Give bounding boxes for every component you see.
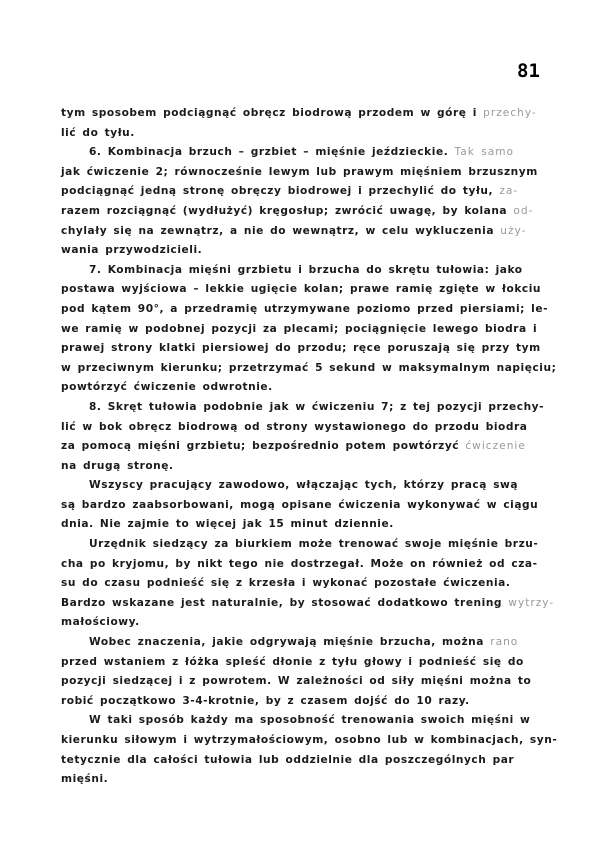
text-line-content: wania przywodzicieli. xyxy=(61,244,203,257)
text-line xyxy=(61,535,546,555)
faded-text: ćwiczenie xyxy=(465,440,526,453)
text-line xyxy=(61,692,546,712)
text-line-content: pod kątem 90°, a przedramię utrzymywane poziomo przed piersiami; le- xyxy=(61,302,549,315)
text-line xyxy=(61,731,558,751)
text-line-content: powtórzyć ćwiczenie odwrotnie. xyxy=(61,381,273,394)
text-line xyxy=(61,222,546,242)
text-line xyxy=(61,633,546,653)
text-line-content: Urzędnik siedzący za biurkiem może trenować swoje mięśnie brzu- xyxy=(89,538,539,551)
text-line xyxy=(61,711,546,731)
faded-text: wytrzy- xyxy=(508,596,555,609)
text-line-content: małościowy. xyxy=(61,616,140,629)
text-line-content: kierunku siłowym i wytrzymałościowym, osobno lub w kombinacjach, syn- xyxy=(61,734,558,746)
text-line-content: jak ćwiczenie 2; równocześnie lewym lub prawym mięśniem brzusznym xyxy=(61,165,538,178)
text-line-content: na drugą stronę. xyxy=(61,459,174,472)
text-line xyxy=(61,398,546,418)
text-line xyxy=(61,124,546,144)
text-line xyxy=(61,202,546,222)
text-line-content: 6. Kombinacja brzuch – grzbiet – mięśnie jeździeckie. xyxy=(89,146,455,159)
text-line-content: dnia. Nie zajmie to więcej jak 15 minut dziennie. xyxy=(61,518,394,531)
text-line xyxy=(61,496,546,516)
text-line-content: prawej strony klatki piersiowej do przodu; ręce poruszają się przy tym xyxy=(61,342,541,355)
text-line-content: są bardzo zaabsorbowani, mogą opisane ćwiczenia wykonywać w ciągu xyxy=(61,498,539,511)
text-line-content: za pomocą mięśni grzbietu; bezpośrednio potem powtórzyć xyxy=(61,440,466,453)
text-line-content: postawa wyjściowa – lekkie ugięcie kolan; prawe ramię zgięte w łokciu xyxy=(61,283,542,296)
text-line xyxy=(61,613,546,633)
text-line xyxy=(61,378,546,398)
text-line xyxy=(61,339,546,359)
text-line-content: 7. Kombinacja mięśni grzbietu i brzucha do skrętu tułowia: jako xyxy=(89,263,523,276)
text-line-content: w przeciwnym kierunku; przetrzymać 5 sekund w maksymalnym napięciu; xyxy=(61,361,557,374)
document-body xyxy=(61,104,558,790)
text-line xyxy=(61,104,546,124)
text-line-content: pozycji siedzącej i z powrotem. W zależności od siły mięśni można to xyxy=(61,675,532,688)
text-line xyxy=(61,320,546,340)
text-line xyxy=(61,163,546,183)
faded-text: za- xyxy=(499,185,519,198)
text-line xyxy=(61,555,546,575)
faded-text: przechy- xyxy=(483,107,537,119)
text-line-content: lić w bok obręcz biodrową od strony wystawionego do przodu biodra xyxy=(61,420,528,433)
text-line-content: chylały się na zewnątrz, a nie do wewnątrz, w celu wykluczenia xyxy=(61,224,501,237)
text-line-content: Wobec znaczenia, jakie odgrywają mięśnie brzucha, można xyxy=(89,636,491,649)
text-line-content: Bardzo wskazane jest naturalnie, by stosować dodatkowo trening xyxy=(61,596,509,609)
text-line xyxy=(61,672,546,692)
text-line-content: tetycznie dla całości tułowia lub oddzielnie dla poszczególnych par xyxy=(61,753,515,766)
text-line-content: cha po kryjomu, by nikt tego nie dostrzegał. Może on również od cza- xyxy=(61,557,538,570)
text-line xyxy=(61,261,546,281)
text-line-content: podciągnąć jedną stronę obręczy biodrowej i przechylić do tyłu, xyxy=(61,185,500,198)
text-line-content: robić początkowo 3-4-krotnie, by z czasem dojść do 10 razy. xyxy=(61,694,470,707)
text-line-content: lić do tyłu. xyxy=(61,126,135,139)
text-line xyxy=(61,280,546,300)
text-line-content: W taki sposób każdy ma sposobność trenowania swoich mięśni w xyxy=(89,714,531,727)
text-line xyxy=(61,437,546,457)
text-line-content: mięśni. xyxy=(61,773,109,786)
text-line xyxy=(61,751,546,771)
text-line-content: razem rozciągnąć (wydłużyć) kręgosłup; zwrócić uwagę, by kolana xyxy=(61,204,514,217)
text-line xyxy=(61,574,546,594)
faded-text: od- xyxy=(513,204,534,217)
faded-text: rano xyxy=(490,636,519,649)
faded-text: Tak samo xyxy=(454,146,515,159)
text-line xyxy=(61,594,555,614)
text-line-content: we ramię w podobnej pozycji za plecami; pociągnięcie lewego biodra i xyxy=(61,322,538,335)
text-line xyxy=(61,515,546,535)
text-line-content: Wszyscy pracujący zawodowo, włączając tych, którzy pracą swą xyxy=(89,479,519,492)
text-line xyxy=(61,457,546,477)
text-line-content: 8. Skręt tułowia podobnie jak w ćwiczeniu 7; z tej pozycji przechy- xyxy=(89,400,545,413)
text-line xyxy=(61,300,549,320)
faded-text: uży- xyxy=(500,224,527,237)
text-line xyxy=(61,476,546,496)
text-line xyxy=(61,418,546,438)
text-line xyxy=(61,143,546,163)
text-line xyxy=(61,182,546,202)
text-line xyxy=(61,359,557,379)
text-line-content: tym sposobem podciągnąć obręcz biodrową przodem w górę i xyxy=(61,107,484,119)
text-line xyxy=(61,770,546,790)
text-line-content: su do czasu podnieść się z krzesła i wykonać pozostałe ćwiczenia. xyxy=(61,577,511,590)
text-line-content: przed wstaniem z łóżka spleść dłonie z tyłu głowy i podnieść się do xyxy=(61,655,524,668)
text-line xyxy=(61,653,546,673)
text-line xyxy=(61,241,546,261)
page-number: 81 xyxy=(517,60,540,82)
